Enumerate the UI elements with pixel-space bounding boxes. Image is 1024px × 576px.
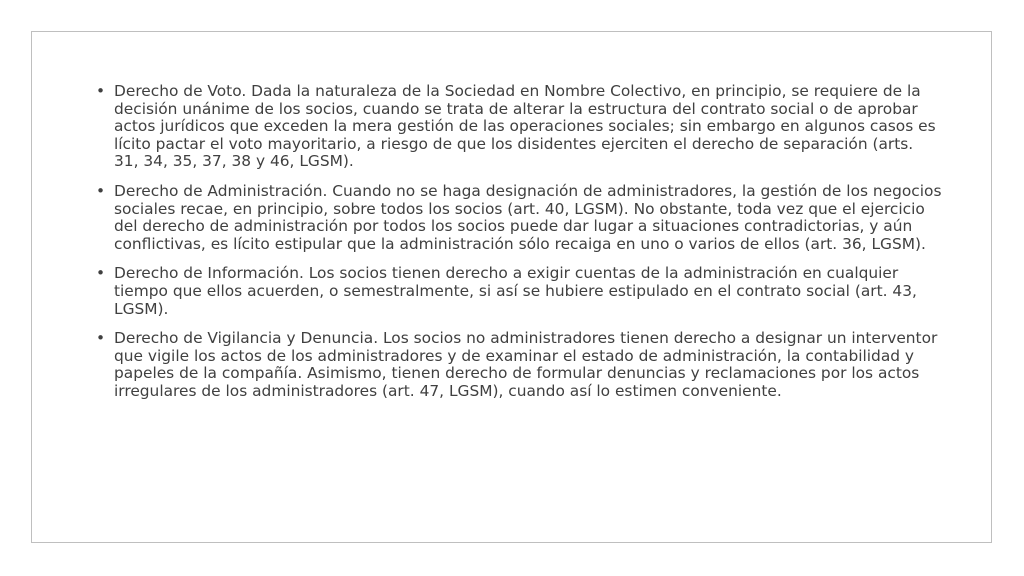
bullet-icon: • xyxy=(96,264,106,283)
bullet-text: Derecho de Administración. Cuando no se haga designación de administradores, la gestión de los negocios sociales recae, en principio, sobre todos los socios (art. 40, LGSM). No obstante, toda vez que el ejercicio del derecho de administración por todos los socios puede dar lugar a situaciones contradictorias, y aún conflictivas, es lícito estipular que la administración sólo recaiga en uno o varios de ellos (art. 36, LGSM). xyxy=(114,181,942,253)
bullet-item-informacion xyxy=(96,265,942,318)
bullet-icon: • xyxy=(96,181,106,200)
bullet-icon: • xyxy=(96,329,106,348)
bullet-item-administracion xyxy=(96,183,942,253)
bullet-text: Derecho de Información. Los socios tienen derecho a exigir cuentas de la administración en cualquier tiempo que ellos acuerden, o semestralmente, si así se hubiere estipulado en el contrato social (art. 43, LGSM). xyxy=(114,264,917,318)
bullet-text: Derecho de Voto. Dada la naturaleza de la Sociedad en Nombre Colectivo, en principio, se requiere de la decisión unánime de los socios, cuando se trata de alterar la estructura del contrato social o de aprobar actos jurídicos que exceden la mera gestión de las operaciones sociales; sin embargo en algunos casos es lícito pactar el voto mayoritario, a riesgo de que los disidentes ejerciten el derecho de separación (arts. 31, 34, 35, 37, 38 y 46, LGSM). xyxy=(114,82,936,171)
bullet-item-vigilancia xyxy=(96,330,942,400)
bullet-icon: • xyxy=(96,82,106,100)
bullet-text: Derecho de Vigilancia y Denuncia. Los socios no administradores tienen derecho a designar un interventor que vigile los actos de los administradores y de examinar el estado de administración, la contabilidad y papeles de la compañía. Asimismo, tienen derecho de formular denuncias y reclamaciones por los actos irregulares de los administradores (art. 47, LGSM), cuando así lo estimen conveniente. xyxy=(114,329,938,400)
bullet-list xyxy=(96,83,942,413)
bullet-item-voto xyxy=(96,83,942,171)
